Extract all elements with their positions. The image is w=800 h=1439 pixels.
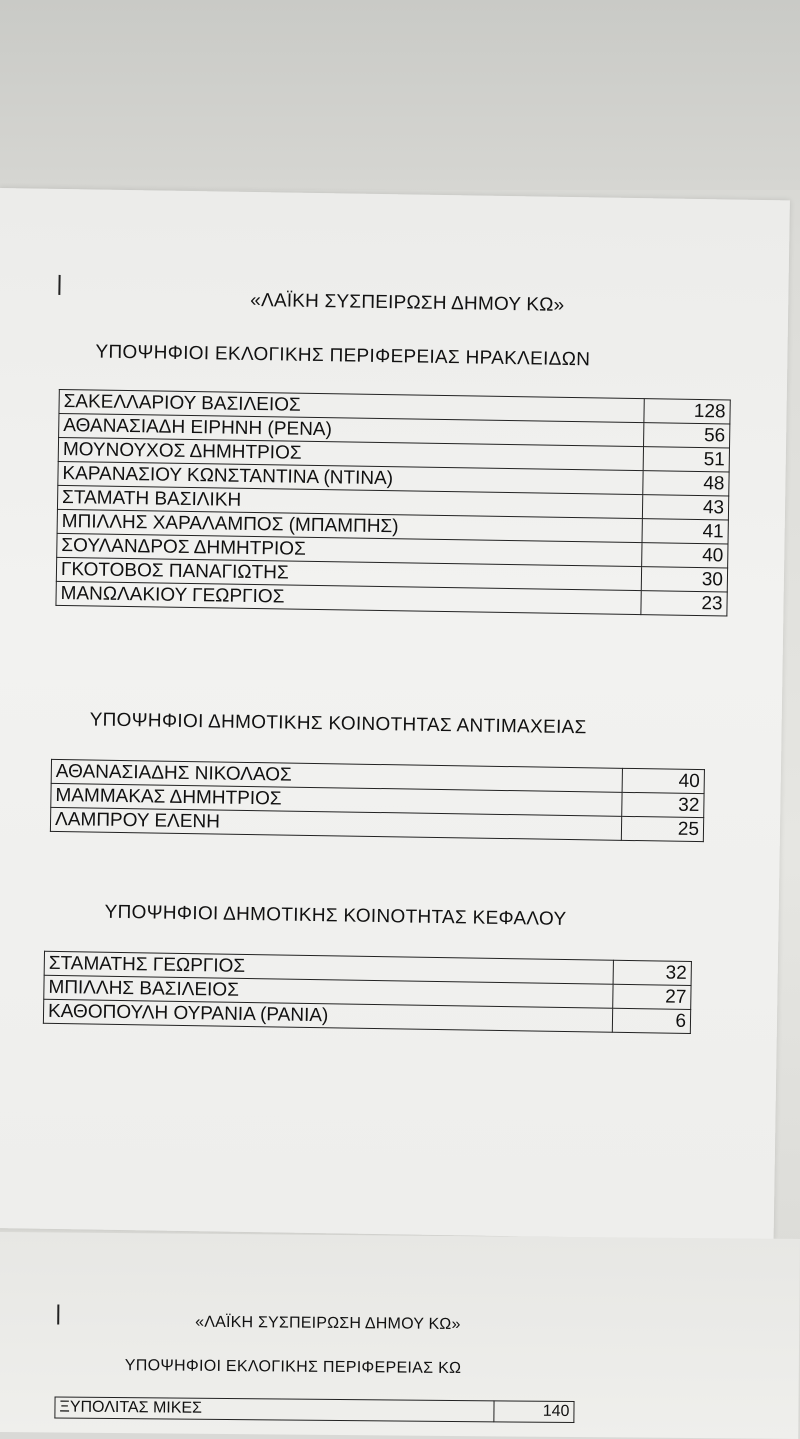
candidate-name: ΑΘΑΝΑΣΙΑΔΗΣ ΝΙΚΟΛΑΟΣ: [51, 759, 622, 792]
candidate-votes: 6: [612, 1008, 690, 1033]
candidate-votes: 32: [613, 960, 691, 985]
candidate-name: ΜΑΜΜΑΚΑΣ ΔΗΜΗΤΡΙΟΣ: [51, 783, 622, 816]
document-title: «ΛΑΪΚΗ ΣΥΣΠΕΙΡΩΣΗ ΔΗΜΟΥ ΚΩ»: [250, 289, 565, 316]
candidate-name: ΛΑΜΠΡΟΥ ΕΛΕΝΗ: [50, 807, 621, 840]
candidate-votes: 128: [644, 399, 730, 424]
previous-sheet: [0, 0, 800, 190]
candidate-name: ΚΑΡΑΝΑΣΙΟΥ ΚΩΝΣΤΑΝΤΙΝΑ (ΝΤΙΝΑ): [58, 461, 643, 494]
candidate-name: ΚΑΘΟΠΟΥΛΗ ΟΥΡΑΝΙΑ (ΡΑΝΙΑ): [43, 999, 612, 1032]
candidate-votes: 27: [613, 984, 691, 1009]
candidates-table-irakleidon: [55, 389, 730, 617]
candidate-name: ΞΥΠΟΛΙΤΑΣ ΜΙΚΕΣ: [55, 1397, 494, 1422]
candidate-votes: 32: [622, 792, 704, 817]
candidate-votes: 41: [642, 519, 728, 544]
candidate-votes: 140: [494, 1401, 574, 1423]
candidate-votes: 30: [641, 567, 727, 592]
candidates-table-kefalou: [43, 951, 692, 1034]
margin-mark: [57, 1305, 59, 1325]
section-heading-ko: ΥΠΟΨΗΦΙΟΙ ΕΚΛΟΓΙΚΗΣ ΠΕΡΙΦΕΡΕΙΑΣ ΚΩ: [124, 1357, 462, 1378]
candidate-name: ΓΚΟΤΟΒΟΣ ΠΑΝΑΓΙΩΤΗΣ: [56, 557, 641, 590]
candidate-name: ΜΑΝΩΛΑΚΙΟΥ ΓΕΩΡΓΙΟΣ: [56, 581, 641, 614]
section-heading-kefalou: ΥΠΟΨΗΦΙΟΙ ΔΗΜΟΤΙΚΗΣ ΚΟΙΝΟΤΗΤΑΣ ΚΕΦΑΛΟΥ: [104, 901, 567, 930]
candidate-votes: 40: [622, 768, 704, 793]
candidate-name: ΜΟΥΝΟΥΧΟΣ ΔΗΜΗΤΡΙΟΣ: [58, 437, 643, 470]
candidate-votes: 40: [642, 543, 728, 568]
document-page-1: [0, 188, 790, 1240]
candidates-table-ko: [54, 1396, 574, 1423]
candidate-name: ΜΠΙΛΛΗΣ ΒΑΣΙΛΕΙΟΣ: [44, 975, 613, 1008]
document-page-2: [0, 1232, 800, 1439]
margin-mark: [58, 275, 60, 295]
document-title: «ΛΑΪΚΗ ΣΥΣΠΕΙΡΩΣΗ ΔΗΜΟΥ ΚΩ»: [195, 1313, 461, 1334]
candidate-votes: 25: [621, 816, 703, 841]
candidate-name: ΣΤΑΜΑΤΗΣ ΓΕΩΡΓΙΟΣ: [44, 951, 613, 984]
candidate-name: ΑΘΑΝΑΣΙΑΔΗ ΕΙΡΗΝΗ (ΡΕΝΑ): [59, 413, 644, 446]
candidate-name: ΣΟΥΛΑΝΔΡΟΣ ΔΗΜΗΤΡΙΟΣ: [57, 533, 642, 566]
candidate-votes: 43: [643, 495, 729, 520]
candidate-name: ΜΠΙΛΛΗΣ ΧΑΡΑΛΑΜΠΟΣ (ΜΠΑΜΠΗΣ): [57, 509, 642, 542]
section-heading-antimacheias: ΥΠΟΨΗΦΙΟΙ ΔΗΜΟΤΙΚΗΣ ΚΟΙΝΟΤΗΤΑΣ ΑΝΤΙΜΑΧΕΙΑΣ: [89, 709, 587, 739]
candidate-votes: 48: [643, 471, 729, 496]
candidate-votes: 51: [643, 447, 729, 472]
section-heading-irakleidon: ΥΠΟΨΗΦΙΟΙ ΕΚΛΟΓΙΚΗΣ ΠΕΡΙΦΕΡΕΙΑΣ ΗΡΑΚΛΕΙΔΩΝ: [95, 341, 591, 371]
candidate-name: ΣΤΑΜΑΤΗ ΒΑΣΙΛΙΚΗ: [57, 485, 642, 518]
table-row: [55, 1397, 574, 1423]
candidate-name: ΣΑΚΕΛΛΑΡΙΟΥ ΒΑΣΙΛΕΙΟΣ: [59, 389, 644, 422]
candidate-votes: 56: [644, 423, 730, 448]
candidates-table-antimacheias: [50, 759, 705, 842]
candidate-votes: 23: [641, 591, 727, 616]
